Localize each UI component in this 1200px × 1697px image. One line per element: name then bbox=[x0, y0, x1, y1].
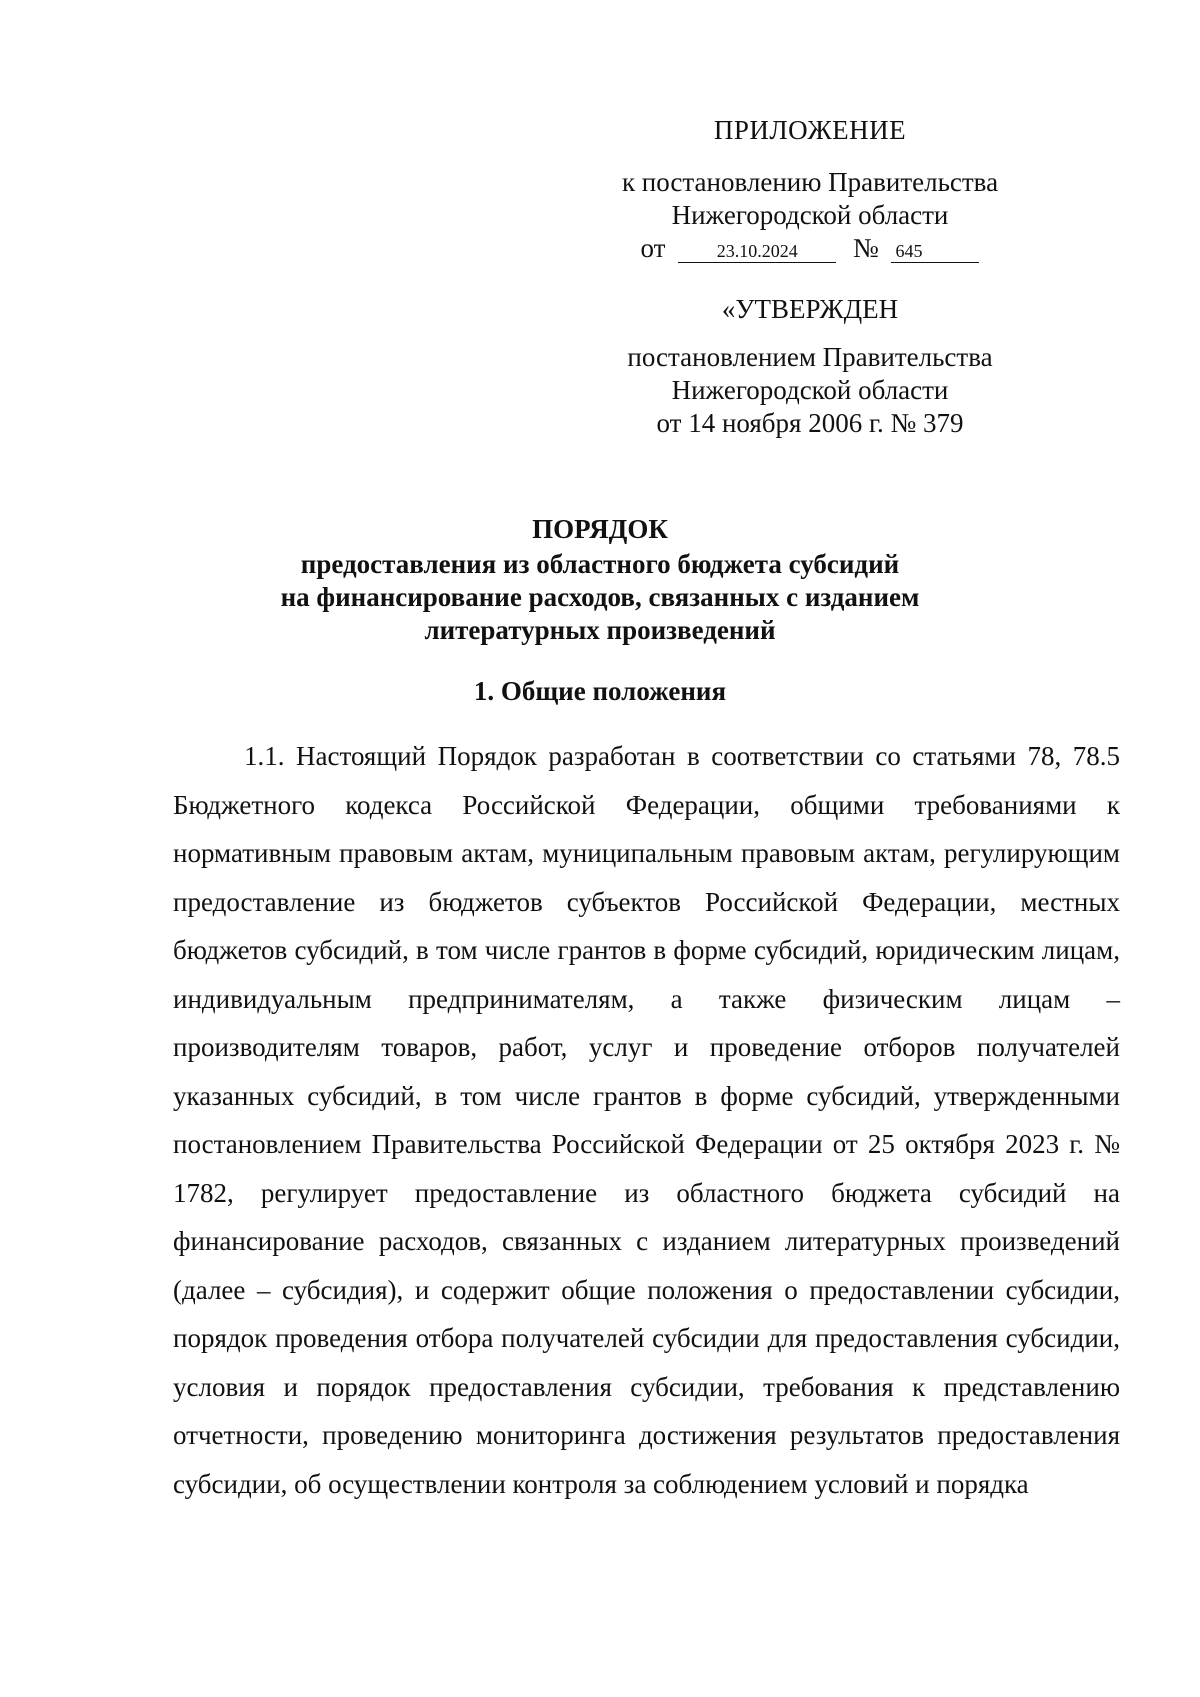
approval-reference bbox=[600, 341, 1020, 440]
number-sign: № bbox=[852, 233, 879, 263]
appendix-label: ПРИЛОЖЕНИЕ bbox=[713, 115, 907, 145]
approval-ref-line-1: постановлением Правительства bbox=[627, 342, 993, 372]
document-subtitle: предоставления из областного бюджета субсидий на финансирование расходов, связанных с изданием литературных произведений bbox=[280, 549, 920, 645]
appendix-reference bbox=[600, 166, 1020, 265]
approval-ref-line-3: от 14 ноября 2006 г. № 379 bbox=[656, 408, 964, 438]
decree-number-field: 645 bbox=[891, 240, 979, 263]
appendix-ref-line-1: к постановлению Правительства bbox=[621, 167, 999, 197]
paragraph-1-1: 1.1. Настоящий Порядок разработан в соответствии со статьями 78, 78.5 Бюджетного кодекса Российской Федерации, общими требованиями к нормативным правовым актам, муниципальным правовым актам, регулирующим предоставление из бюджетов субъектов Российской Федерации, местных бюджетов субсидий, в том числе грантов в форме субсидий, юридическим лицам, индивидуальным предпринимателям, а также физическим лицам – производителям товаров, работ, услуг и проведение отборов получателей указанных субсидий, в том числе грантов в форме субсидий, утвержденными постановлением Правительства Российской Федерации от 25 октября 2023 г. № 1782, регулирует предоставление из областного бюджета субсидий на финансирование расходов, связанных с изданием литературных произведений (далее – субсидия), и содержит общие положения о предоставлении субсидии, порядок проведения отбора получателей субсидии для предоставления субсидии, условия и порядок предоставления субсидии, требования к представлению отчетности, проведению мониторинга достижения результатов предоставления субсидии, об осуществлении контроля за соблюдением условий и порядка bbox=[173, 741, 1120, 1499]
decree-date-field: 23.10.2024 bbox=[678, 240, 836, 263]
approval-ref-line-2: Нижегородской области bbox=[671, 375, 949, 405]
appendix-date-number-line bbox=[641, 232, 980, 265]
document-title: ПОРЯДОК bbox=[532, 514, 668, 544]
appendix-ref-line-2: Нижегородской области bbox=[671, 200, 949, 230]
date-prefix: от bbox=[640, 233, 666, 263]
section-heading: 1. Общие положения bbox=[473, 676, 727, 706]
approved-label: «УТВЕРЖДЕН bbox=[721, 294, 899, 324]
